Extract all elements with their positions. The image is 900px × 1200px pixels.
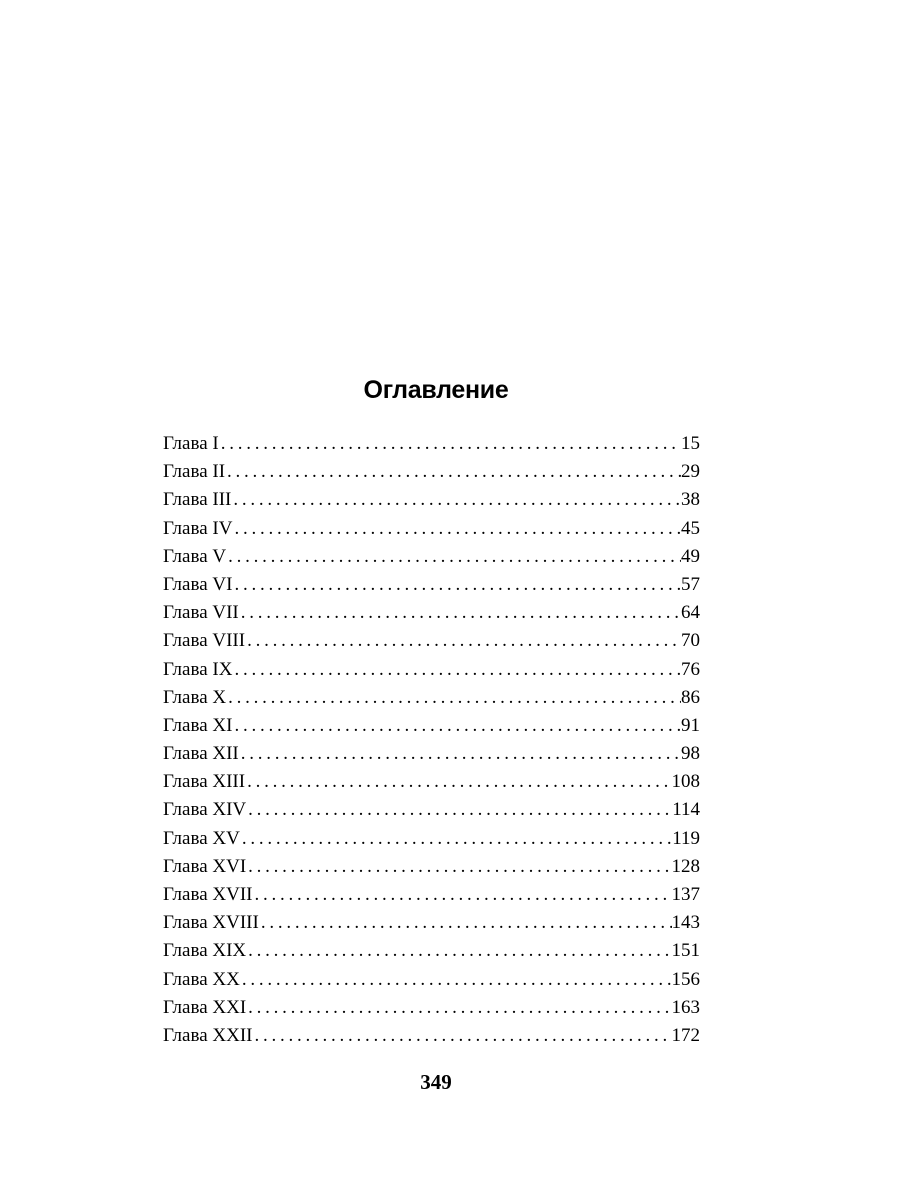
toc-entry [163, 430, 700, 458]
toc-entry-label: Глава XIV [163, 799, 247, 821]
toc-leader-dots [232, 712, 681, 740]
toc-entry-label: Глава II [163, 461, 226, 483]
toc-leader-dots [240, 966, 672, 994]
toc-leader-dots [219, 430, 681, 458]
toc-entry-page: 143 [671, 912, 700, 934]
toc-entry-label: Глава XXI [163, 996, 247, 1018]
toc-leader-dots [232, 571, 681, 599]
toc-entry-label: Глава XXII [163, 1024, 253, 1046]
toc-leader-dots [252, 1022, 671, 1050]
toc-entry [163, 486, 700, 514]
toc-entry [163, 966, 700, 994]
toc-entry [163, 768, 700, 796]
toc-entry [163, 796, 700, 824]
toc-leader-dots [225, 458, 681, 486]
toc-entry-page: 49 [681, 545, 700, 567]
toc-entry-page: 151 [671, 940, 700, 962]
toc-entry-page: 128 [671, 855, 700, 877]
toc-entry-label: Глава III [163, 489, 232, 511]
toc-entry-label: Глава XVI [163, 855, 247, 877]
toc-leader-dots [226, 543, 681, 571]
toc-entry [163, 656, 700, 684]
toc-entry-label: Глава XI [163, 714, 233, 736]
toc-entry-page: 91 [681, 714, 700, 736]
toc-entry-label: Глава XIX [163, 940, 247, 962]
toc-entry-page: 15 [681, 433, 700, 454]
toc-entry [163, 909, 700, 937]
toc-entry-label: Глава VIII [163, 630, 246, 652]
toc-leader-dots [252, 881, 671, 909]
toc-entry-page: 119 [672, 827, 700, 849]
toc-entry-page: 45 [681, 517, 700, 539]
toc-entry-page: 163 [671, 996, 700, 1018]
toc-entry-label: Глава XIII [163, 771, 246, 793]
toc-entry-label: Глава VII [163, 602, 239, 624]
toc-leader-dots [240, 825, 672, 853]
toc-entry-page: 70 [681, 630, 700, 652]
toc-entry [163, 684, 700, 712]
page-number: 349 [420, 1070, 452, 1094]
toc-leader-dots [239, 740, 681, 768]
toc-entry-page: 137 [671, 884, 700, 905]
toc-entry [163, 712, 700, 740]
toc-entry-label: Глава IX [163, 658, 233, 680]
toc-entry-label: Глава I [163, 433, 219, 454]
toc-entry [163, 740, 700, 768]
toc-leader-dots [246, 853, 671, 881]
toc-leader-dots [232, 515, 681, 543]
toc-leader-dots [246, 937, 671, 965]
toc-entry-label: Глава X [163, 686, 227, 708]
toc-entry [163, 853, 700, 881]
toc-leader-dots [226, 684, 681, 712]
toc-entry-page: 98 [681, 743, 700, 765]
toc-entry-page: 114 [672, 799, 700, 821]
toc-entry-page: 64 [681, 602, 700, 624]
toc-entry [163, 543, 700, 571]
toc-entry-page: 76 [681, 658, 700, 680]
toc-entry-label: Глава V [163, 545, 227, 567]
toc-entry-label: Глава XV [163, 827, 240, 849]
toc-entry [163, 881, 700, 909]
toc-entry-label: Глава XII [163, 743, 239, 765]
toc-leader-dots [246, 796, 672, 824]
toc-leader-dots [231, 486, 681, 514]
toc-leader-dots [239, 599, 681, 627]
toc-leader-dots [246, 994, 671, 1022]
toc-entry [163, 458, 700, 486]
toc-leader-dots [259, 909, 672, 937]
toc-leader-dots [232, 656, 681, 684]
toc-leader-dots [245, 627, 681, 655]
toc-entry [163, 515, 700, 543]
toc-entry-label: Глава XX [163, 968, 240, 990]
toc-entry-page: 57 [681, 573, 700, 595]
toc-entry [163, 937, 700, 965]
toc-entry [163, 627, 700, 655]
toc-entry-label: Глава XVIII [163, 912, 259, 934]
toc-entry-page: 108 [671, 771, 700, 793]
toc-entry [163, 1022, 700, 1050]
toc-entry-page: 156 [671, 968, 700, 990]
toc-leader-dots [245, 768, 671, 796]
toc-entry [163, 994, 700, 1022]
toc-entry-page: 38 [681, 489, 700, 511]
toc-entry-label: Глава XVII [163, 884, 253, 905]
toc-entry-page: 86 [681, 686, 700, 708]
toc-entry-page: 29 [681, 461, 700, 483]
toc-entry [163, 599, 700, 627]
table-of-contents [163, 430, 700, 1050]
toc-entry-label: Глава IV [163, 517, 233, 539]
toc-entry [163, 571, 700, 599]
page-title: Оглавление [363, 376, 509, 404]
toc-entry [163, 825, 700, 853]
toc-entry-page: 172 [671, 1024, 700, 1046]
toc-entry-label: Глава VI [163, 573, 233, 595]
